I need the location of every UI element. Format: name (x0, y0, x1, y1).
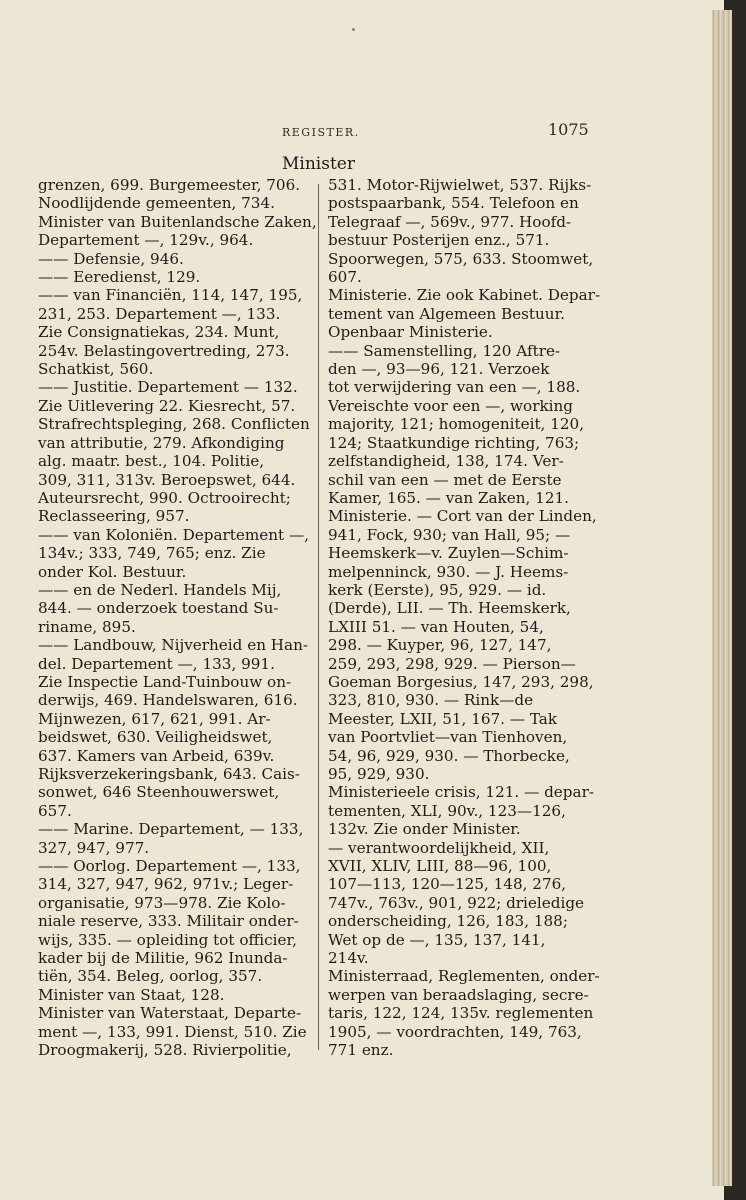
index-line: ment —, 133, 991. Dienst, 510. Zie (38, 1022, 307, 1041)
index-line: Zie Consignatiekas, 234. Munt, (38, 323, 280, 342)
index-line: riname, 895. (38, 617, 136, 636)
index-line: wijs, 335. — opleiding tot officier, (38, 930, 297, 949)
index-line: Strafrechtspleging, 268. Conflicten (38, 415, 310, 434)
index-line: tot verwijdering van een —, 188. (328, 378, 581, 397)
index-line: Kamer, 165. — van Zaken, 121. (328, 488, 569, 507)
index-line: — verantwoordelijkheid, XII, (328, 838, 550, 857)
index-line: 132v. Zie onder Minister. (328, 820, 521, 839)
paper-speck (352, 28, 355, 31)
index-line: Reclasseering, 957. (38, 507, 190, 526)
index-line: schil van een — met de Eerste (328, 470, 562, 489)
index-line: kerk (Eerste), 95, 929. — id. (328, 580, 547, 599)
index-line: —— van Koloniën. Departement —, (38, 525, 310, 544)
index-line: Zie Inspectie Land-Tuinbouw on- (38, 672, 292, 691)
index-line: 254v. Belastingovertreding, 273. (38, 341, 290, 360)
index-line: Minister van Buitenlandsche Zaken, (38, 212, 317, 231)
left-column (38, 176, 317, 1060)
index-line: Ministerraad, Reglementen, onder- (328, 967, 600, 986)
index-line: del. Departement —, 133, 991. (38, 654, 275, 673)
index-line: 844. — onderzoek toestand Su- (38, 599, 279, 618)
index-line: van Poortvliet—van Tienhoven, (328, 728, 568, 747)
right-column (328, 176, 614, 1060)
index-line: taris, 122, 124, 135v. reglementen (328, 1004, 594, 1023)
index-line: tementen, XLI, 90v., 123—126, (328, 801, 566, 820)
index-line: —— Marine. Departement, — 133, (38, 820, 304, 839)
index-line: Droogmakerij, 528. Rivierpolitie, (38, 1041, 292, 1060)
index-line: alg. maatr. best., 104. Politie, (38, 452, 265, 471)
index-line: (Derde), LII. — Th. Heemskerk, (328, 599, 571, 618)
index-line: —— Justitie. Departement — 132. (38, 378, 298, 397)
index-line: XVII, XLIV, LIII, 88—96, 100, (328, 857, 552, 876)
index-line: niale reserve, 333. Militair onder- (38, 912, 299, 931)
index-line: 107—113, 120—125, 148, 276, (328, 875, 567, 894)
index-line: Minister van Waterstaat, Departe- (38, 1004, 302, 1023)
page-number: 1075 (548, 120, 589, 139)
index-line: 54, 96, 929, 930. — Thorbecke, (328, 746, 570, 765)
index-line: 309, 311, 313v. Beroepswet, 644. (38, 470, 296, 489)
index-line: Heemskerk—v. Zuylen—Schim- (328, 544, 569, 563)
index-line: van attributie, 279. Afkondiging (38, 433, 285, 452)
index-line: LXIII 51. — van Houten, 54, (328, 617, 544, 636)
index-line: tiën, 354. Beleg, oorlog, 357. (38, 967, 263, 986)
index-line: zelfstandigheid, 138, 174. Ver- (328, 452, 564, 471)
index-line: 95, 929, 930. (328, 765, 430, 783)
index-line: majority, 121; homogeniteit, 120, (328, 415, 585, 434)
index-line: 531. Motor-Rijwielwet, 537. Rijks- (328, 176, 592, 194)
index-line: 231, 253. Departement —, 133. (38, 304, 281, 323)
index-line: Openbaar Ministerie. (328, 323, 493, 342)
index-line: 637. Kamers van Arbeid, 639v. (38, 746, 275, 765)
index-line: bestuur Posterijen enz., 571. (328, 231, 550, 250)
index-line: Wet op de —, 135, 137, 141, (328, 930, 546, 949)
index-line: 607. (328, 268, 362, 287)
index-line: werpen van beraadslaging, secre- (328, 985, 589, 1004)
index-line: Schatkist, 560. (38, 360, 154, 379)
index-line: 314, 327, 947, 962, 971v.; Leger- (38, 875, 294, 894)
index-line: den —, 93—96, 121. Verzoek (328, 360, 550, 379)
index-line: Zie Uitlevering 22. Kiesrecht, 57. (38, 396, 296, 415)
index-line: 124; Staatkundige richting, 763; (328, 433, 580, 452)
index-line: 747v., 763v., 901, 922; drieledige (328, 893, 585, 912)
index-line: Departement —, 129v., 964. (38, 231, 254, 250)
index-line: Goeman Borgesius, 147, 293, 298, (328, 672, 594, 691)
index-line: Ministerie. — Cort van der Linden, (328, 507, 597, 526)
index-line: 771 enz. (328, 1041, 394, 1060)
index-line: 259, 293, 298, 929. — Pierson— (328, 654, 576, 673)
index-line: Telegraaf —, 569v., 977. Hoofd- (328, 212, 572, 231)
index-line: kader bij de Militie, 962 Inunda- (38, 949, 288, 968)
index-line: derwijs, 469. Handelswaren, 616. (38, 691, 298, 710)
index-line: —— Eeredienst, 129. (38, 268, 201, 287)
index-line: beidswet, 630. Veiligheidswet, (38, 728, 273, 747)
index-line: Ministerieele crisis, 121. — depar- (328, 783, 594, 802)
index-line: 657. (38, 801, 72, 820)
index-line: —— Landbouw, Nijverheid en Han- (38, 636, 309, 655)
headword: Minister (282, 154, 355, 174)
page-header (0, 118, 724, 148)
index-line: onderscheiding, 126, 183, 188; (328, 912, 568, 931)
index-line: —— en de Nederl. Handels Mij, (38, 580, 282, 599)
index-line: melpenninck, 930. — J. Heems- (328, 562, 569, 581)
index-line: Mijnwezen, 617, 621, 991. Ar- (38, 709, 271, 728)
index-line: —— Defensie, 946. (38, 249, 184, 268)
index-line: grenzen, 699. Burgemeester, 706. (38, 176, 301, 194)
column-divider (318, 184, 319, 1050)
index-line: tement van Algemeen Bestuur. (328, 304, 565, 323)
index-line: postspaarbank, 554. Telefoon en (328, 194, 579, 213)
index-line: —— Samenstelling, 120 Aftre- (328, 341, 561, 360)
index-line: Auteursrecht, 990. Octrooirecht; (38, 488, 291, 507)
index-line: Ministerie. Zie ook Kabinet. Depar- (328, 286, 601, 305)
index-line: Rijksverzekeringsbank, 643. Cais- (38, 765, 300, 783)
index-line: onder Kol. Bestuur. (38, 562, 187, 581)
index-line: Meester, LXII, 51, 167. — Tak (328, 709, 558, 728)
running-title: REGISTER. (282, 126, 360, 139)
index-line: —— van Financiën, 114, 147, 195, (38, 286, 303, 305)
index-line: Spoorwegen, 575, 633. Stoomwet, (328, 249, 594, 268)
page-edge (712, 10, 732, 1186)
index-line: 323, 810, 930. — Rink—de (328, 691, 534, 710)
index-line: organisatie, 973—978. Zie Kolo- (38, 893, 286, 912)
index-line: sonwet, 646 Steenhouwerswet, (38, 783, 280, 802)
index-line: 298. — Kuyper, 96, 127, 147, (328, 636, 552, 655)
index-line: Minister van Staat, 128. (38, 985, 225, 1004)
index-line: —— Oorlog. Departement —, 133, (38, 857, 301, 876)
index-line: Vereischte voor een —, working (328, 396, 574, 415)
index-line: 1905, — voordrachten, 149, 763, (328, 1022, 582, 1041)
index-line: 941, Fock, 930; van Hall, 95; — (328, 525, 571, 544)
index-line: 214v. (328, 949, 369, 968)
index-line: Noodlijdende gemeenten, 734. (38, 194, 275, 213)
index-line: 134v.; 333, 749, 765; enz. Zie (38, 544, 266, 563)
index-line: 327, 947, 977. (38, 838, 150, 857)
